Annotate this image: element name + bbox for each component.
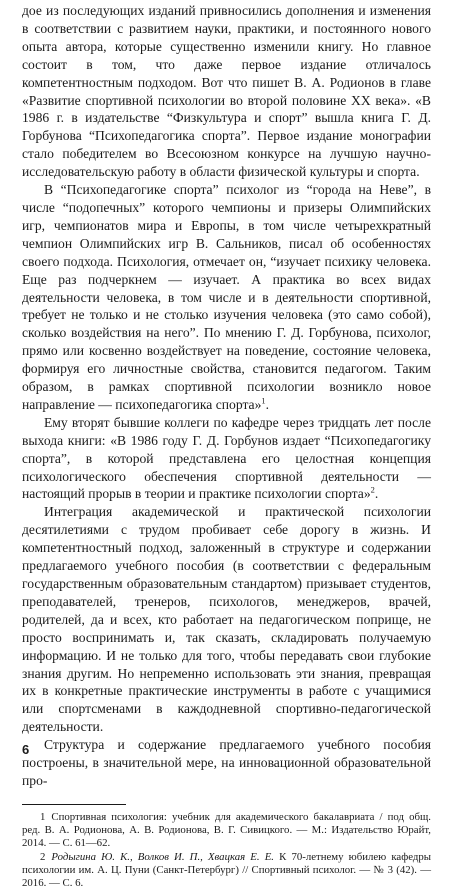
footnote-2-text: К 70-летнему юбилею кафедры психологии им. А. Ц. Пуни (Санкт-Петербург) // Спортивный психолог. — № 3 (42). — 2016. — С. 6. (22, 850, 432, 890)
footnote-2 (22, 851, 431, 891)
paragraph-5-text: Структура и содержание предлагаемого учебного пособия построены, в значительной мере, на инновационной образовательной про- (22, 737, 431, 788)
paragraph-2: В “Психопедагогике спорта” психолог из “города на Неве”, в числе “подопечных” которого чемпионы и призеры Олимпийских игр, чемпионатов мира и Европы, в том числе четырехкратный чемпион Олимпийских игр В. Сальников, писал об особенностях своего подхода. Психология, отмечает он, “изучает психику человека. Еще раз подчеркнем — изучает. А практика во всех видах деятельности человека, в том числе и в деятельности спортивной, требует не только и не столько изучения человека (это само собой), сколько воздействия на него”. По мнению Г. Д. Горбунова, психолог, прямо или косвенно воздействует на поведение, состояние человека, формируя его личностные свойства, становится педагогом. Таким образом, в рамках спортивной психологии возникло новое направление — психопедагогика спорта»$^1$. (22, 182, 431, 412)
paragraph-4-text: Интеграция академической и практической психологии десятилетиями с трудом пробивает себе дорогу в жизнь. И компетентностный подход, заложенный в структуре и содержании предлагаемого учебного пособия (в соответствии с федеральным государственным образовательным стандартом) призывает студентов, преподавателей, тренеров, психологов, менеджеров, врачей, родителей, да и всех, кто работает на педагогическом поприще, не просто воспринимать и, так сказать, складировать получаемую информацию. И не только для того, чтобы передавать свои глубокие знания другим. Но непременно использовать эти знания, превращая их в конкретные практические инструменты в работе с учащимися или спортсменами в каждодневной спортивно-педагогической деятельности. (22, 504, 431, 735)
footnote-2-number: 2 (40, 850, 46, 863)
paragraph-5 (22, 736, 431, 790)
footnote-ref-1[interactable]: 1 (261, 395, 266, 406)
footnote-ref-2[interactable]: 2 (370, 484, 375, 495)
footnote-1 (22, 811, 431, 851)
footnotes (22, 811, 431, 891)
paragraph-1 (22, 2, 431, 181)
main-text (22, 2, 431, 790)
paragraph-4 (22, 503, 431, 736)
paragraph-2-text: В “Психопедагогике спорта” психолог из “города на Неве”, в числе “подопечных” которого чемпионы и призеры Олимпийских игр, чемпионатов мира и Европы, в том числе четырехкратный чемпион Олимпийских игр В. Сальников, писал об особенностях своего подхода. Психология, отмечает он, “изучает психику человека. Еще раз подчеркнем — изучает. А практика во всех видах деятельности человека, в том числе и в деятельности спортивной, требует не только и не столько изучения человека (это само собой), сколько воздействия на него”. По мнению Г. Д. Горбунова, психолог, прямо или косвенно воздействует на поведение, состояние человека, формируя его личностные свойства, становится педагогом. Таким образом, в рамках спортивной психологии возникло новое направление — психопедагогика спорта» (22, 182, 431, 412)
footnote-1-number: 1 (40, 810, 46, 823)
paragraph-3-text: Ему вторят бывшие коллеги по кафедре через тридцать лет после выхода книги: «В 1986 году Г. Д. Горбунов издает “Психопедагогику спорта”, в которой представлена его целостная концепция психологического обеспечения спортивной деятельности — настоящий прорыв в теории и практике психологии спорта» (22, 414, 431, 502)
paragraph-1-text: дое из последующих изданий привносились дополнения и изменения в соответствии с развитием науки, практики, и постоянного нового опыта автора, которые существенно изменили книгу. Но главное состоит в том, что даже первое издание отличалось компетентностным подходом. Вот что пишет В. А. Родионов в главе «Развитие спортивной психологии во второй половине XX века». «В 1986 г. в издательстве “Физкультура и спорт” вышла книга Г. Д. Горбунова “Психопедагогика спорта”. Первое издание монографии стало победителем во Всесоюзном конкурсе на лучшую научно-исследовательскую работу в области физической культуры и спорта. (22, 3, 431, 180)
footnote-separator (22, 804, 126, 805)
footnote-1-text: Спортивная психология: учебник для академического бакалавриата / под общ. ред. В. А. Родионова, А. В. Родионова, В. Г. Сивицкого. — М.: Издательство Юрайт, 2014. — С. 61—62. (22, 810, 431, 850)
page-number: 6 (22, 742, 30, 757)
paragraph-3: Ему вторят бывшие коллеги по кафедре через тридцать лет после выхода книги: «В 1986 году Г. Д. Горбунов издает “Психопедагогику спорта”, в которой представлена его целостная концепция психологического обеспечения спортивной деятельности — настоящий прорыв в теории и практике психологии спорта»$^2$. (22, 414, 431, 502)
footnote-2-authors: Родыгина Ю. К., Волков И. П., Хвацкая Е. Е. (51, 850, 274, 863)
